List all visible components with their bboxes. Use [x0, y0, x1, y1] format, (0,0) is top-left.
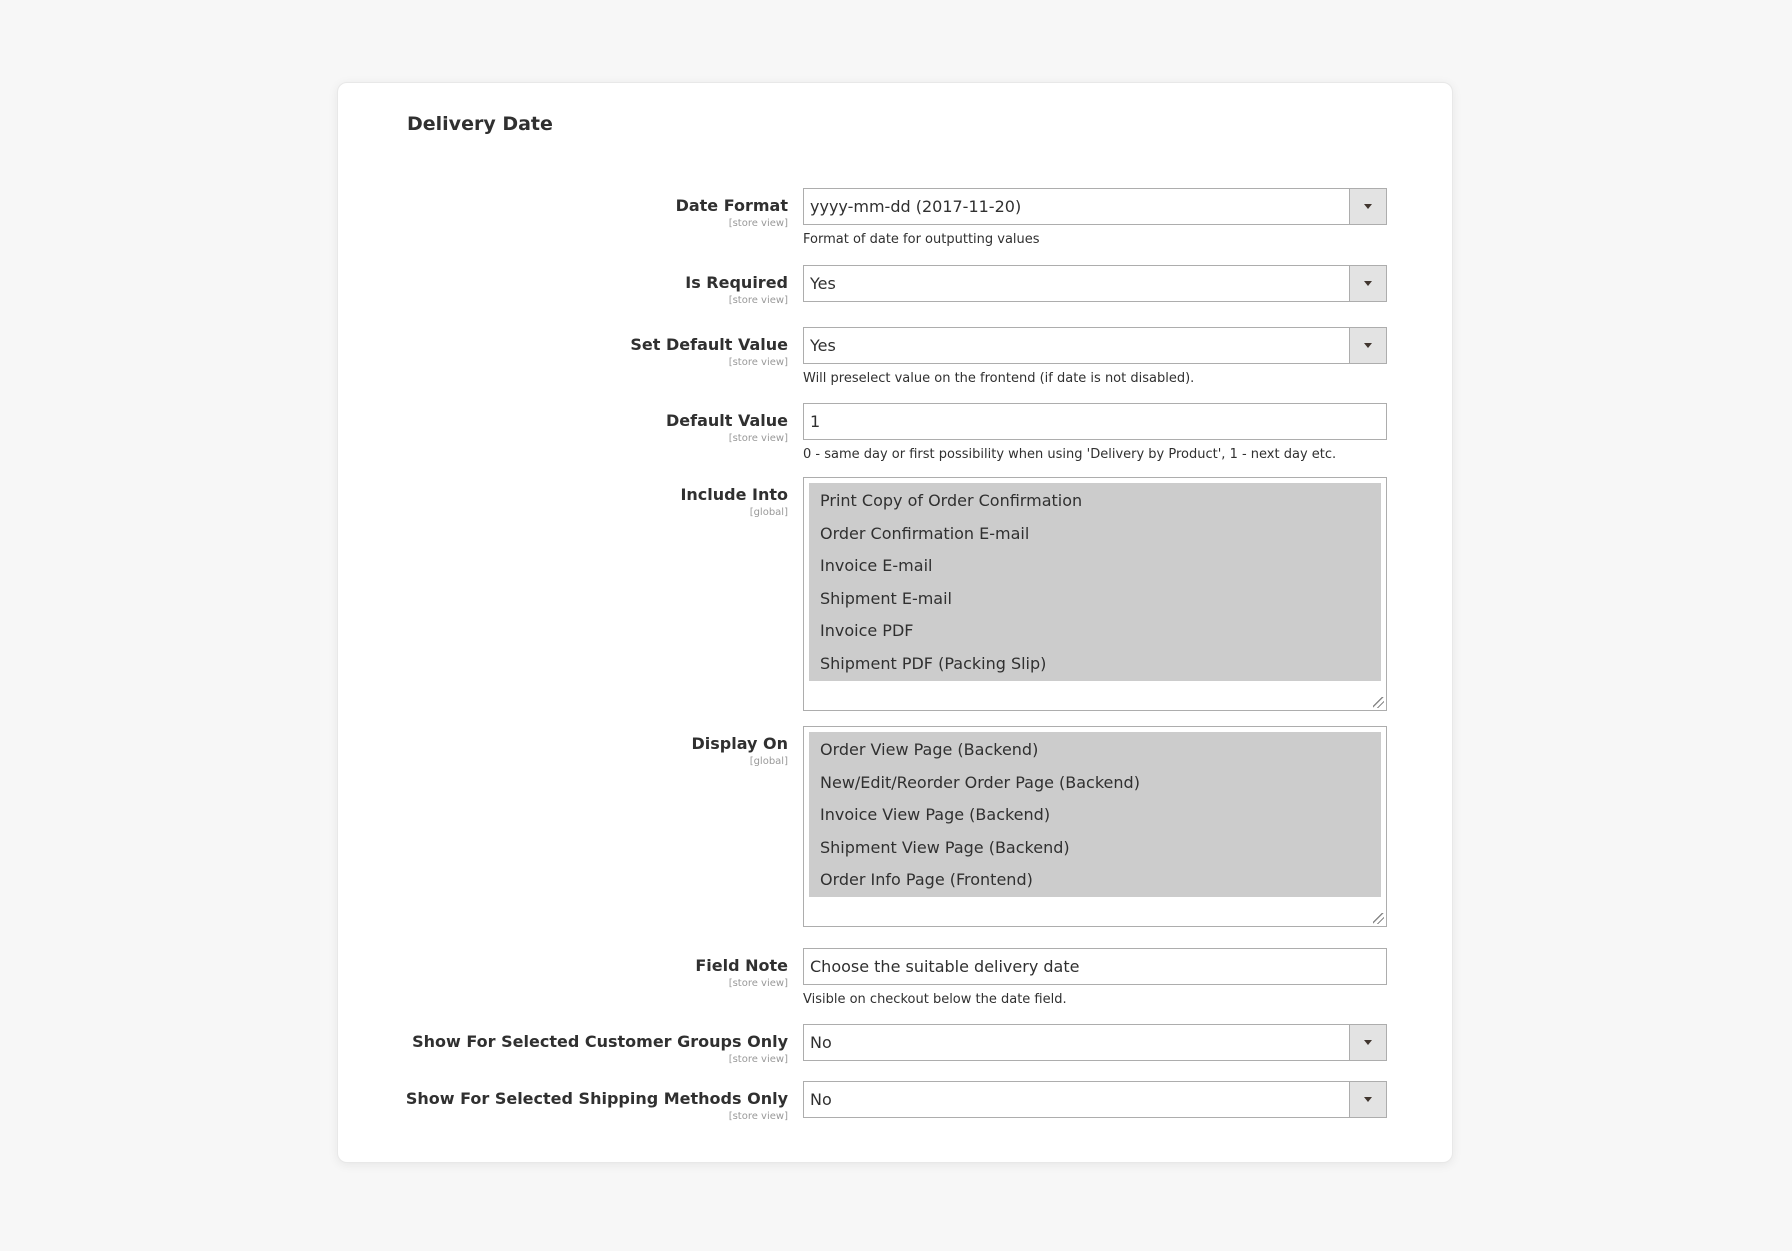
- is-required-scope: [store view]: [728, 295, 788, 306]
- display-on-option[interactable]: Shipment View Page (Backend): [820, 837, 1070, 857]
- shipping-methods-label: Show For Selected Shipping Methods Only: [405, 1089, 788, 1108]
- config-card: [337, 82, 1453, 1163]
- set-default-note: Will preselect value on the frontend (if date is not disabled).: [803, 371, 1195, 386]
- display-on-option[interactable]: Invoice View Page (Backend): [820, 805, 1051, 825]
- shipping-methods-scope: [store view]: [728, 1111, 788, 1122]
- include-into-option[interactable]: Order Confirmation E-mail: [820, 523, 1030, 543]
- date-format-label: Date Format: [675, 196, 788, 215]
- is-required-value: Yes: [810, 274, 836, 293]
- date-format-scope: [store view]: [728, 218, 788, 229]
- field-note-scope: [store view]: [728, 978, 788, 989]
- include-into-scope: [global]: [749, 507, 788, 518]
- resize-grip-icon[interactable]: [1373, 697, 1384, 708]
- default-value-label: Default Value: [665, 411, 788, 430]
- include-into-label: Include Into: [680, 485, 788, 504]
- set-default-value: Yes: [810, 336, 836, 355]
- field-note-note: Visible on checkout below the date field.: [803, 992, 1067, 1007]
- include-into-option[interactable]: Invoice PDF: [820, 621, 914, 641]
- default-value-scope: [store view]: [728, 433, 788, 444]
- include-into-options: [809, 483, 1381, 681]
- chevron-down-icon[interactable]: [1349, 189, 1386, 224]
- field-note-label: Field Note: [695, 956, 788, 975]
- customer-groups-label: Show For Selected Customer Groups Only: [412, 1032, 788, 1051]
- customer-groups-scope: [store view]: [728, 1054, 788, 1065]
- shipping-methods-value: No: [810, 1090, 832, 1109]
- include-into-option[interactable]: Print Copy of Order Confirmation: [820, 491, 1083, 510]
- default-value-input[interactable]: 1: [803, 403, 1387, 440]
- display-on-option[interactable]: Order View Page (Backend): [820, 740, 1039, 759]
- date-format-select[interactable]: [803, 188, 1387, 225]
- set-default-scope: [store view]: [728, 357, 788, 368]
- customer-groups-select[interactable]: [803, 1024, 1387, 1061]
- chevron-down-icon[interactable]: [1349, 1025, 1386, 1060]
- include-into-option[interactable]: Shipment E-mail: [820, 588, 952, 608]
- chevron-down-icon[interactable]: [1349, 266, 1386, 301]
- chevron-down-icon[interactable]: [1349, 328, 1386, 363]
- include-into-option[interactable]: Shipment PDF (Packing Slip): [820, 653, 1047, 673]
- is-required-select[interactable]: [803, 265, 1387, 302]
- date-format-note: Format of date for outputting values: [803, 232, 1040, 247]
- customer-groups-value: No: [810, 1033, 832, 1052]
- default-value-note: 0 - same day or first possibility when using 'Delivery by Product', 1 - next day etc.: [803, 447, 1337, 462]
- display-on-option[interactable]: Order Info Page (Frontend): [820, 870, 1033, 890]
- include-into-multiselect[interactable]: [803, 477, 1387, 711]
- shipping-methods-select[interactable]: [803, 1081, 1387, 1118]
- section-title: Delivery Date: [407, 113, 553, 135]
- display-on-scope: [global]: [749, 756, 788, 767]
- include-into-option[interactable]: Invoice E-mail: [820, 556, 933, 576]
- chevron-down-icon[interactable]: [1349, 1082, 1386, 1117]
- resize-grip-icon[interactable]: [1373, 913, 1384, 924]
- display-on-option[interactable]: New/Edit/Reorder Order Page (Backend): [820, 772, 1140, 792]
- set-default-select[interactable]: [803, 327, 1387, 364]
- set-default-label: Set Default Value: [630, 335, 788, 354]
- is-required-label: Is Required: [685, 273, 788, 292]
- display-on-multiselect[interactable]: [803, 726, 1387, 927]
- display-on-label: Display On: [691, 734, 788, 753]
- display-on-options: [809, 732, 1381, 897]
- field-note-input[interactable]: Choose the suitable delivery date: [803, 948, 1387, 985]
- date-format-value: yyyy-mm-dd (2017-11-20): [810, 197, 1022, 216]
